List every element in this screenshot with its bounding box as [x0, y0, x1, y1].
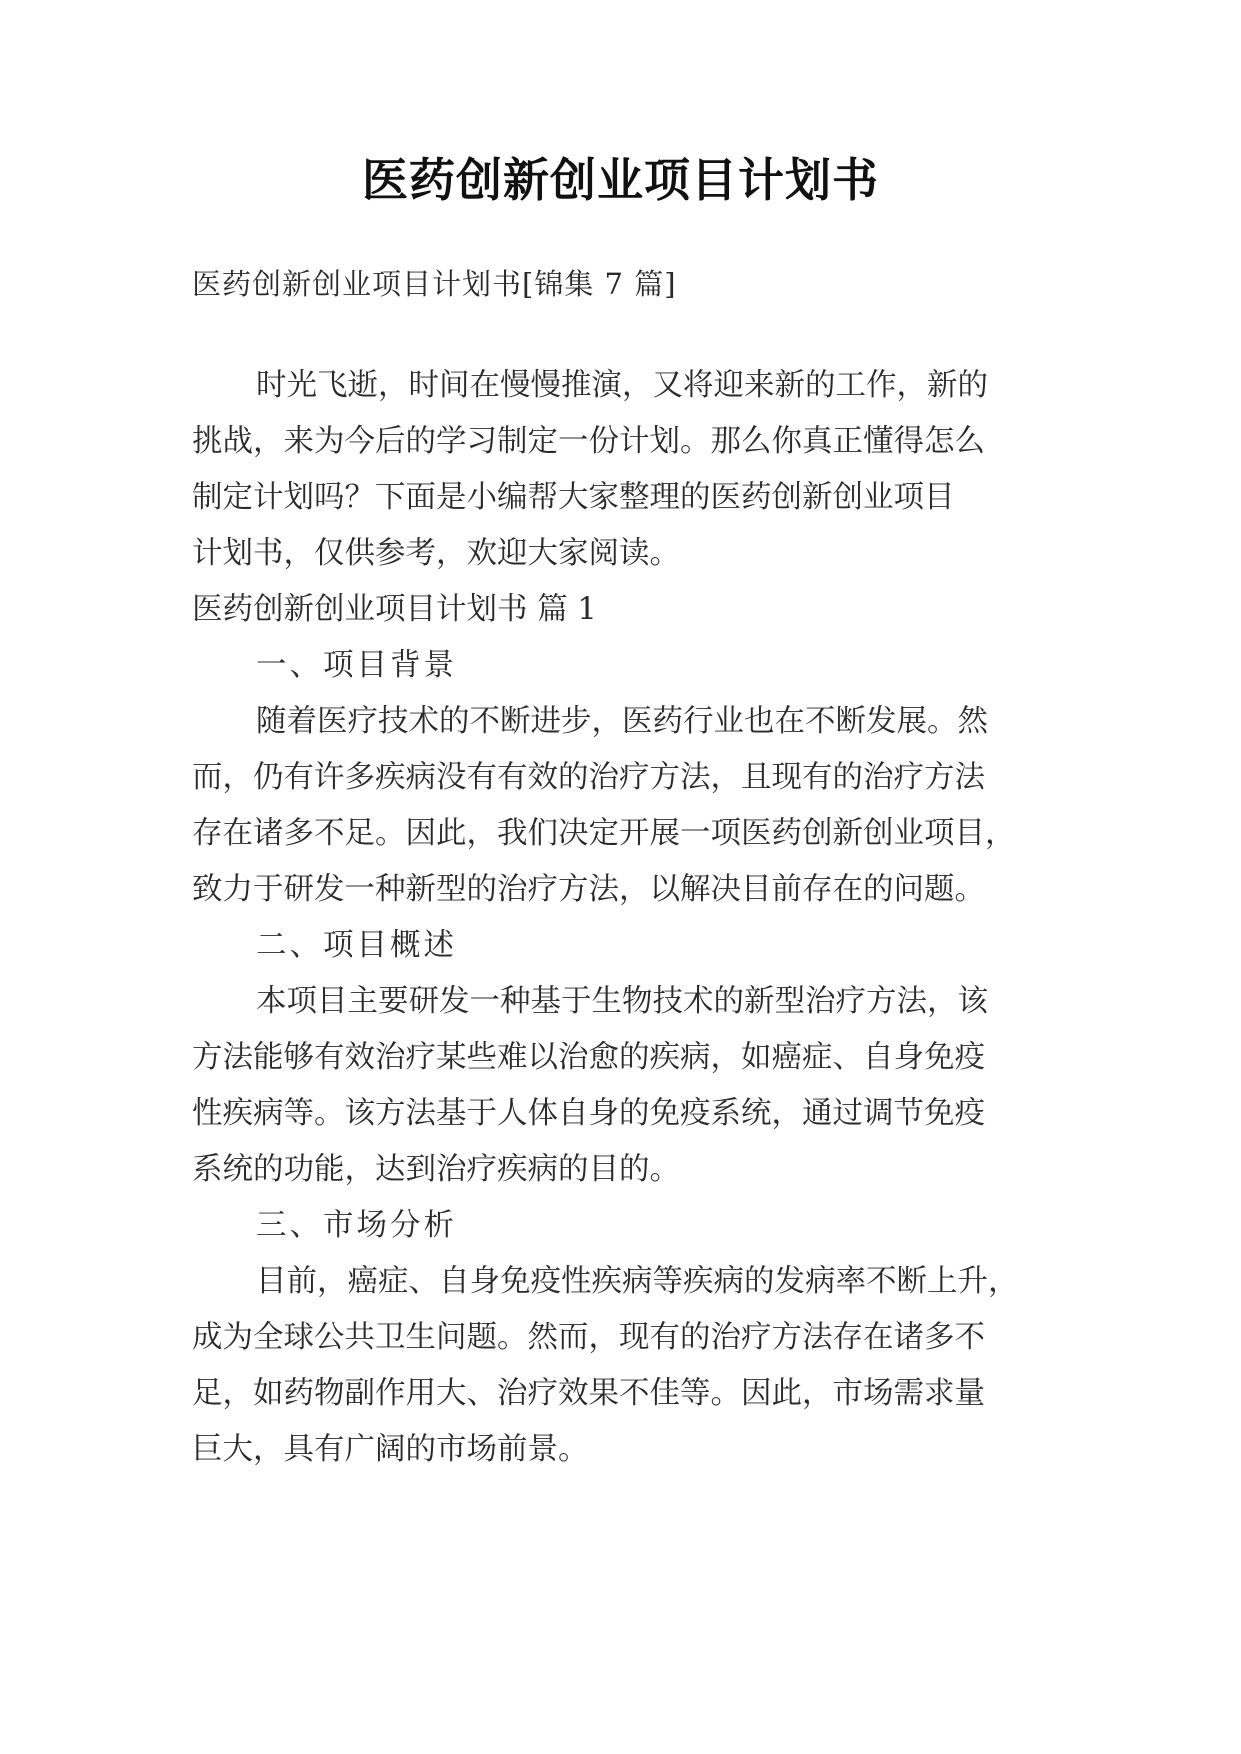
paragraph-line: 足，如药物副作用大、治疗效果不佳等。因此，市场需求量 — [192, 1376, 985, 1411]
section-heading: 三、市场分析 — [256, 1208, 457, 1243]
document-title: 医药创新创业项目计划书 — [362, 153, 879, 207]
intro-line: 挑战，来为今后的学习制定一份计划。那么你真正懂得怎么 — [192, 424, 985, 459]
paragraph-line: 巨大，具有广阔的市场前景。 — [192, 1432, 589, 1467]
paragraph-line: 目前，癌症、自身免疫性疾病等疾病的发病率不断上升， — [256, 1264, 1019, 1299]
paragraph-line: 致力于研发一种新型的治疗方法，以解决目前存在的问题。 — [192, 872, 985, 907]
intro-line: 制定计划吗？下面是小编帮大家整理的医药创新创业项目 — [192, 480, 955, 515]
section-heading: 一、项目背景 — [256, 648, 457, 683]
paragraph-line: 性疾病等。该方法基于人体自身的免疫系统，通过调节免疫 — [192, 1096, 985, 1131]
paragraph-line: 系统的功能，达到治疗疾病的目的。 — [192, 1152, 680, 1187]
paragraph-line: 随着医疗技术的不断进步，医药行业也在不断发展。然 — [256, 704, 988, 739]
intro-line: 计划书，仅供参考，欢迎大家阅读。 — [192, 536, 680, 571]
intro-line: 时光飞逝，时间在慢慢推演，又将迎来新的工作，新的 — [256, 368, 988, 403]
section-heading: 二、项目概述 — [256, 928, 457, 963]
document-subtitle: 医药创新创业项目计划书[锦集 7 篇] — [192, 267, 677, 301]
chapter-heading: 医药创新创业项目计划书 篇 1 — [192, 592, 597, 627]
paragraph-line: 方法能够有效治疗某些难以治愈的疾病，如癌症、自身免疫 — [192, 1040, 985, 1075]
paragraph-line: 本项目主要研发一种基于生物技术的新型治疗方法，该 — [256, 984, 988, 1019]
paragraph-line: 而，仍有许多疾病没有有效的治疗方法，且现有的治疗方法 — [192, 760, 985, 795]
paragraph-line: 存在诸多不足。因此，我们决定开展一项医药创新创业项目， — [192, 816, 1016, 851]
paragraph-line: 成为全球公共卫生问题。然而，现有的治疗方法存在诸多不 — [192, 1320, 985, 1355]
